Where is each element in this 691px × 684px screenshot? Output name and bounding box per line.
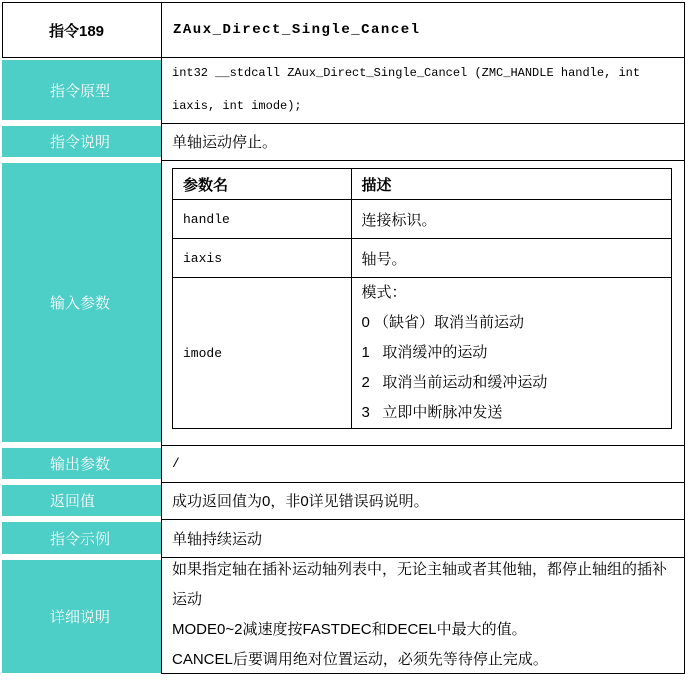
- params-table: [172, 168, 672, 429]
- imode-option-0: 0 （缺省）取消当前运动: [361, 314, 525, 331]
- detail-text: [172, 557, 677, 673]
- imode-desc-title: 模式：: [361, 284, 407, 301]
- params-header-row: [173, 169, 672, 200]
- detail-line-2: MODE0~2减速度按FASTDEC和DECEL中最大的值。: [172, 621, 527, 638]
- row-label-input-params: 输入参数: [2, 163, 161, 442]
- row-label-output-params: 输出参数: [2, 448, 161, 479]
- params-header-desc: 描述: [351, 169, 672, 200]
- table-right-border: [684, 2, 685, 674]
- param-row-handle: [173, 200, 672, 239]
- example-text: 单轴持续运动: [172, 530, 263, 548]
- row-label-return-value: 返回值: [2, 485, 161, 516]
- imode-option-2: 2 取消当前运动和缓冲运动: [361, 374, 548, 391]
- prototype-code: int32 __stdcall ZAux_Direct_Single_Cancel (ZMC_HANDLE handle, int iaxis, int imode);: [172, 66, 641, 113]
- imode-option-1: 1 取消缓冲的运动: [361, 344, 488, 361]
- params-header-name: 参数名: [173, 169, 352, 200]
- row-separator: [161, 160, 685, 161]
- description-text: 单轴运动停止。: [172, 134, 278, 151]
- imode-option-3: 3 立即中断脉冲发送: [361, 404, 503, 421]
- detail-line-3: CANCEL后要调用绝对位置运动，必须先等待停止完成。: [172, 651, 548, 668]
- param-desc-iaxis: 轴号。: [351, 239, 672, 278]
- param-name-imode: imode: [173, 278, 352, 429]
- instruction-number: 指令189: [3, 3, 161, 57]
- param-row-imode: [173, 278, 672, 429]
- return-value-text: 成功返回值为0，非0详见错误码说明。: [172, 493, 429, 510]
- row-label-description: 指令说明: [2, 126, 161, 157]
- function-name: ZAux_Direct_Single_Cancel: [173, 22, 421, 38]
- output-params-value: /: [172, 456, 180, 471]
- row-label-prototype: 指令原型: [2, 60, 161, 120]
- row-label-example: 指令示例: [2, 522, 161, 554]
- column-divider: [161, 2, 162, 674]
- row-label-detail: 详细说明: [2, 560, 161, 673]
- param-name-iaxis: iaxis: [173, 239, 352, 278]
- param-desc-imode: [351, 278, 672, 429]
- param-desc-handle: 连接标识。: [351, 200, 672, 239]
- detail-line-1: 如果指定轴在插补运动轴列表中，无论主轴或者其他轴，都停止轴组的插补运动: [172, 561, 668, 608]
- param-name-handle: handle: [173, 200, 352, 239]
- param-row-iaxis: [173, 239, 672, 278]
